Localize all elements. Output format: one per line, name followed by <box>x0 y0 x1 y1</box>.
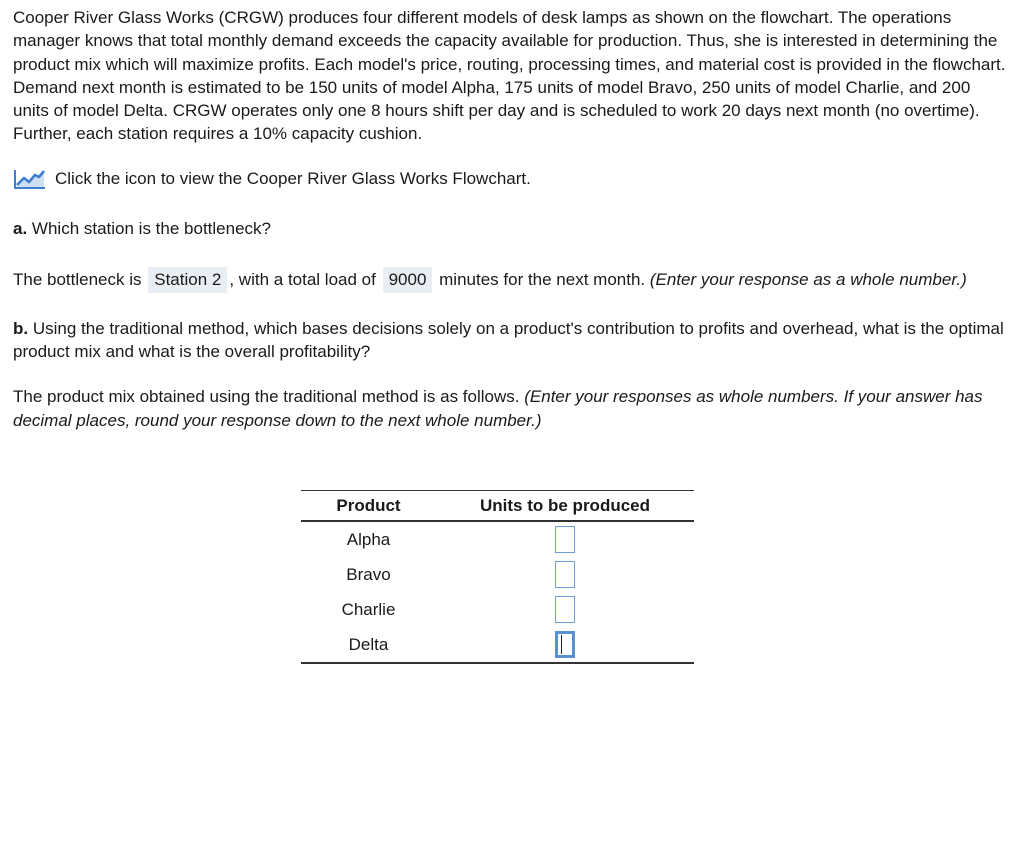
part-a-hint: (Enter your response as a whole number.) <box>649 269 967 289</box>
text-cursor <box>561 635 562 654</box>
flowchart-link-text[interactable]: Click the icon to view the Cooper River Glass Works Flowchart. <box>55 168 531 188</box>
problem-intro: Cooper River Glass Works (CRGW) produces four different models of desk lamps as shown on the flowchart. The operations manager knows that total monthly demand exceeds the capacity available for production. Thus, she is interested in determining the product mix which will maximize profits. Each model's price, routing, processing times, and material cost is provided in the flowchart. Demand next month is estimated to be 150 units of model Alpha, 175 units of model Bravo, 250 units of model Charlie, and 200 units of model Delta. CRGW operates only one 8 hours shift per day and is scheduled to work 20 days next month (no overtime). Further, each station requires a 10% capacity cushion. <box>13 8 1006 144</box>
units-input-alpha[interactable] <box>555 526 575 553</box>
table-row <box>301 592 694 627</box>
product-bravo: Bravo <box>346 564 391 584</box>
product-charlie: Charlie <box>341 599 396 619</box>
total-load-answer[interactable]: 9000 <box>383 267 433 293</box>
header-units: Units to be produced <box>480 495 650 515</box>
answer-mid: , with a total load of <box>229 269 376 289</box>
units-input-charlie[interactable] <box>555 596 575 623</box>
units-cell <box>436 521 694 557</box>
part-a-question-text: Which station is the bottleneck? <box>27 218 271 238</box>
mix-intro-text: The product mix obtained using the traditional method is as follows. <box>13 386 520 406</box>
units-cell <box>436 627 694 663</box>
header-product: Product <box>336 495 401 515</box>
part-b-question-text: Using the traditional method, which bases decisions solely on a product's contribution to profits and overhead, what is the optimal product mix and what is the overall profitability? <box>13 318 1004 361</box>
problem-page <box>13 6 1009 433</box>
table-row <box>301 627 694 663</box>
product-alpha: Alpha <box>346 529 391 549</box>
units-input-delta[interactable] <box>555 631 575 658</box>
table-header-row <box>301 491 694 522</box>
part-a-question <box>13 218 1009 240</box>
bottleneck-station-answer[interactable]: Station 2 <box>148 267 227 293</box>
mix-hint: (Enter your responses as whole numbers. If your answer has decimal places, round your response down to the next whole number.) <box>13 386 983 430</box>
product-mix-intro <box>13 385 1009 433</box>
part-b-question <box>13 317 1009 363</box>
answer-suffix: minutes for the next month. <box>439 269 646 289</box>
product-delta: Delta <box>348 634 389 654</box>
table-row <box>301 557 694 592</box>
part-a-label: a. <box>13 218 28 238</box>
answer-prefix: The bottleneck is <box>13 269 142 289</box>
units-cell <box>436 592 694 627</box>
flowchart-link-row <box>13 166 1009 192</box>
part-a-answer <box>13 265 1009 295</box>
product-mix-table <box>301 490 694 664</box>
units-input-bravo[interactable] <box>555 561 575 588</box>
table-row <box>301 521 694 557</box>
units-cell <box>436 557 694 592</box>
part-b-label: b. <box>13 318 29 338</box>
chart-line-icon[interactable] <box>13 167 47 191</box>
